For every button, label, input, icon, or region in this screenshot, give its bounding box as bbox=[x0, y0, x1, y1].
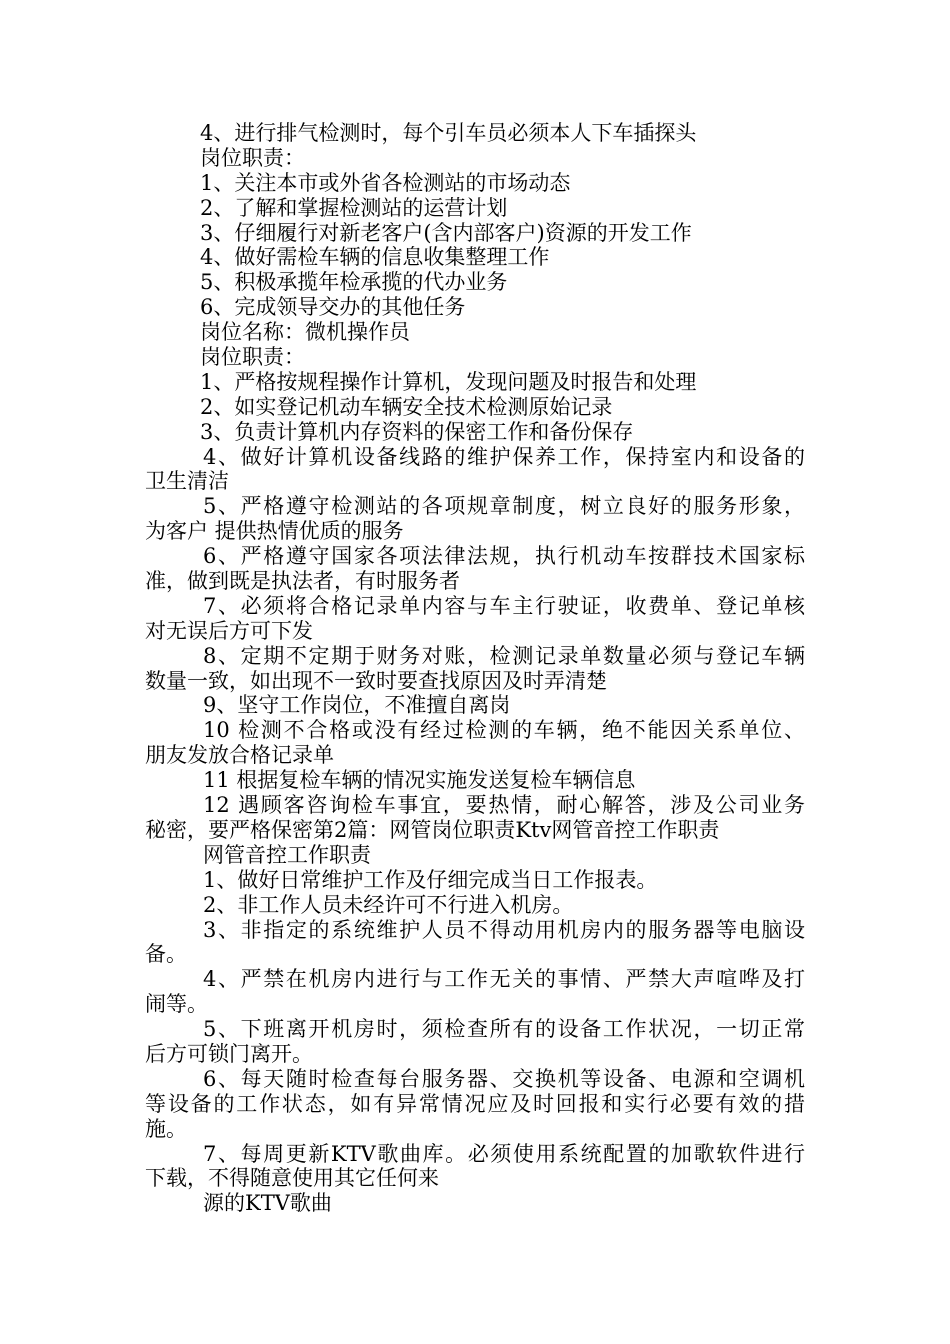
text-line: 9、坚守工作岗位，不准擅自离岗 bbox=[203, 693, 511, 718]
text-line: 为客户 提供热情优质的服务 bbox=[145, 519, 404, 544]
text-line: 5、积极承揽年检承揽的代办业务 bbox=[200, 270, 508, 295]
text-line: 7、必须将合格记录单内容与车主行驶证，收费单、登记单核 bbox=[203, 593, 805, 618]
text-line: 1、关注本市或外省各检测站的市场动态 bbox=[200, 170, 571, 195]
text-line: 10 检测不合格或没有经过检测的车辆，绝不能因关系单位、 bbox=[203, 718, 805, 743]
text-line: 5、下班离开机房时，须检查所有的设备工作状况，一切正常 bbox=[203, 1017, 805, 1042]
text-line: 朋友发放合格记录单 bbox=[145, 743, 334, 768]
text-line: 等设备的工作状态，如有异常情况应及时回报和实行必要有效的措 bbox=[145, 1091, 805, 1116]
text-line: 备。 bbox=[145, 942, 187, 967]
text-line: 2、了解和掌握检测站的运营计划 bbox=[200, 195, 508, 220]
text-line: 网管音控工作职责 bbox=[203, 842, 371, 867]
text-line: 4、做好计算机设备线路的维护保养工作，保持室内和设备的 bbox=[203, 444, 805, 469]
text-line: 3、负责计算机内存资料的保密工作和备份保存 bbox=[200, 419, 634, 444]
text-line: 4、进行排气检测时，每个引车员必须本人下车插探头 bbox=[200, 121, 697, 145]
text-line: 3、仔细履行对新老客户(含内部客户)资源的开发工作 bbox=[200, 220, 692, 245]
text-line: 2、如实登记机动车辆安全技术检测原始记录 bbox=[200, 394, 613, 419]
text-line: 6、严格遵守国家各项法律法规，执行机动车按群技术国家标 bbox=[203, 544, 805, 569]
text-line: 6、每天随时检查每台服务器、交换机等设备、电源和空调机 bbox=[203, 1066, 805, 1091]
text-line: 闹等。 bbox=[145, 992, 208, 1017]
text-line: 3、非指定的系统维护人员不得动用机房内的服务器等电脑设 bbox=[203, 917, 805, 942]
text-line: 下载，不得随意使用其它任何来 bbox=[145, 1166, 439, 1191]
text-line: 岗位职责： bbox=[200, 345, 305, 370]
text-line: 2、非工作人员未经许可不行进入机房。 bbox=[203, 892, 574, 917]
text-line: 施。 bbox=[145, 1116, 187, 1141]
text-line: 卫生清洁 bbox=[145, 469, 229, 494]
text-line: 数量一致，如出现不一致时要查找原因及时弄清楚 bbox=[145, 668, 607, 693]
text-line: 后方可锁门离开。 bbox=[145, 1041, 313, 1066]
text-line: 5、严格遵守检测站的各项规章制度，树立良好的服务形象， bbox=[203, 494, 805, 519]
text-line: 4、做好需检车辆的信息收集整理工作 bbox=[200, 245, 550, 270]
text-line: 4、严禁在机房内进行与工作无关的事情、严禁大声喧哗及打 bbox=[203, 967, 805, 992]
text-line: 12 遇顾客咨询检车事宜，要热情，耐心解答，涉及公司业务 bbox=[203, 793, 805, 818]
text-line: 准，做到既是执法者，有时服务者 bbox=[145, 569, 460, 594]
text-line: 秘密，要严格保密第2篇：网管岗位职责Ktv网管音控工作职责 bbox=[145, 817, 720, 842]
document-body bbox=[145, 121, 805, 1216]
text-line: 1、严格按规程操作计算机，发现问题及时报告和处理 bbox=[200, 369, 697, 394]
text-line: 6、完成领导交办的其他任务 bbox=[200, 295, 466, 320]
text-line: 源的KTV歌曲 bbox=[203, 1191, 332, 1216]
text-line: 岗位名称：微机操作员 bbox=[200, 320, 410, 345]
text-line: 1、做好日常维护工作及仔细完成当日工作报表。 bbox=[203, 867, 658, 892]
text-line: 岗位职责： bbox=[200, 145, 305, 170]
text-line: 11 根据复检车辆的情况实施发送复检车辆信息 bbox=[203, 768, 636, 793]
text-line: 7、每周更新KTV歌曲库。必须使用系统配置的加歌软件进行 bbox=[203, 1141, 805, 1166]
text-line: 8、定期不定期于财务对账，检测记录单数量必须与登记车辆 bbox=[203, 643, 805, 668]
text-line: 对无误后方可下发 bbox=[145, 618, 313, 643]
